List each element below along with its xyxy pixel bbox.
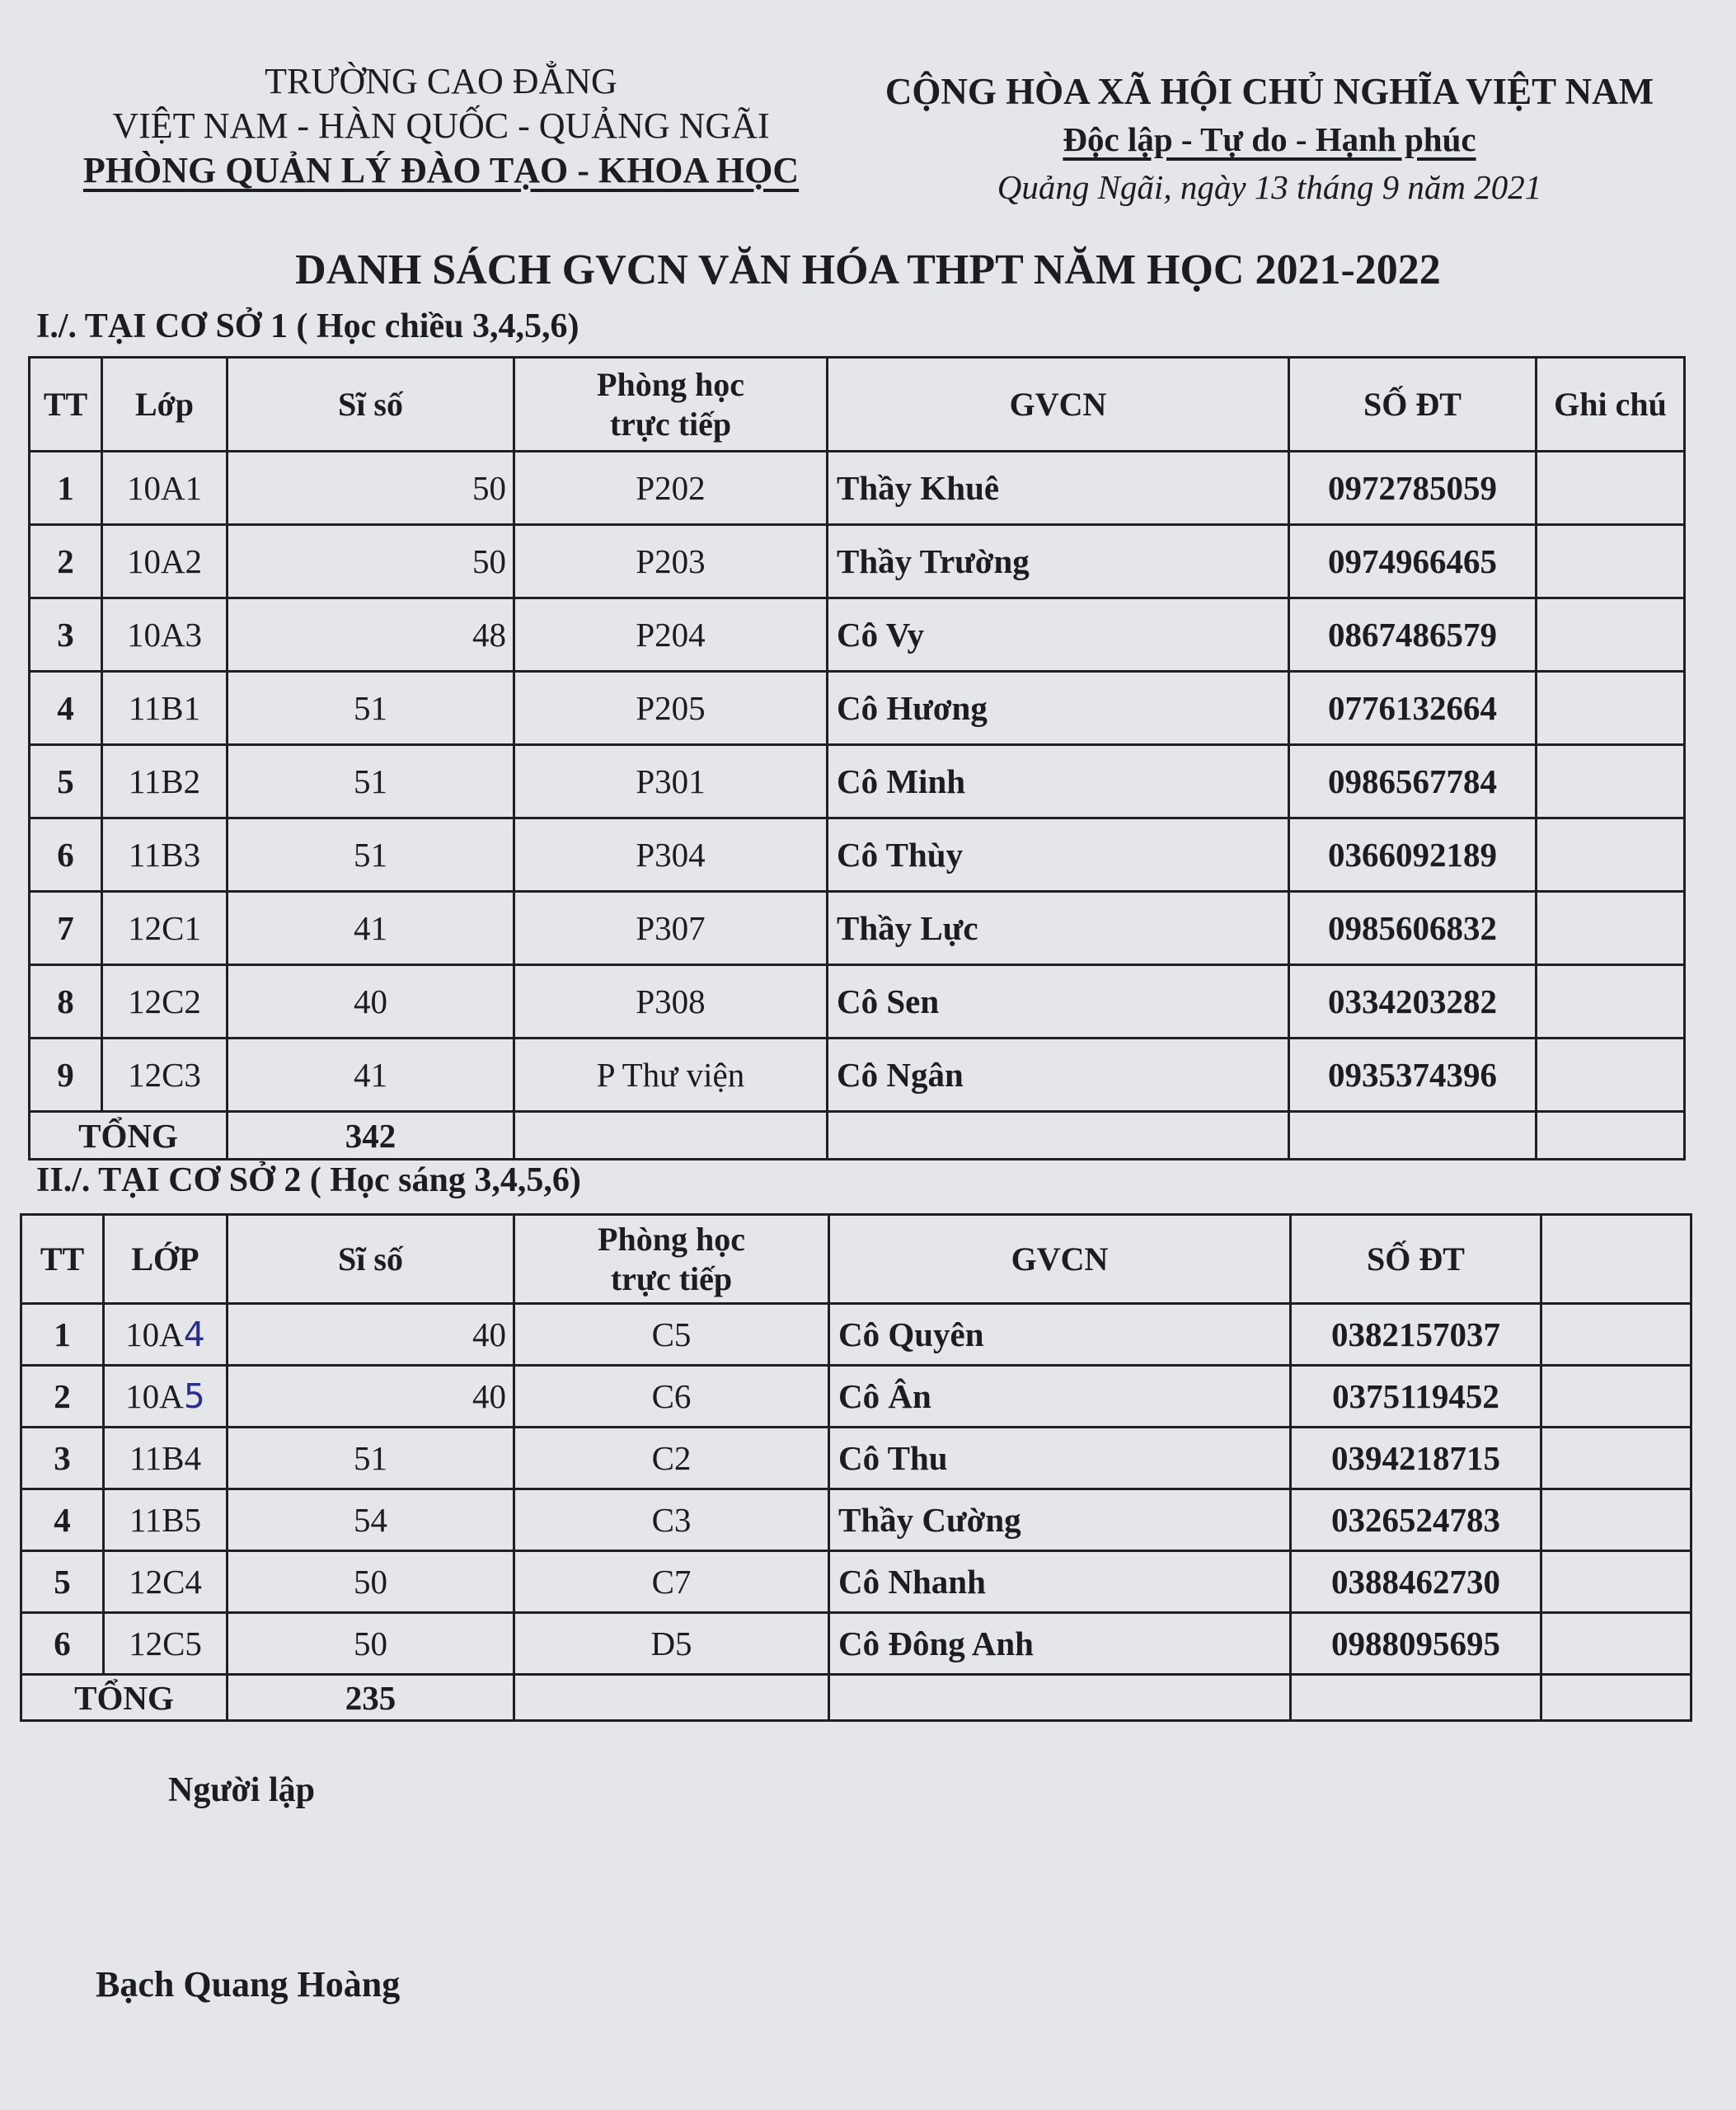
school-name-line2: VIỆT NAM - HÀN QUỐC - QUẢNG NGÃI (112, 106, 770, 146)
cell-tt: 1 (30, 452, 102, 525)
cell-tt: 3 (21, 1428, 104, 1489)
table-row (30, 818, 1685, 892)
col-header-phone: SỐ ĐT (1291, 1215, 1541, 1304)
document-title: DANH SÁCH GVCN VĂN HÓA THPT NĂM HỌC 2021-2022 (295, 246, 1441, 293)
cell-class (104, 1366, 228, 1428)
class-prefix: 10A (125, 1377, 184, 1415)
cell-class: 12C5 (104, 1613, 228, 1675)
cell-class: 11B1 (102, 672, 228, 745)
col-header-size: Sĩ số (228, 358, 514, 452)
cell-phone: 0974966465 (1289, 525, 1537, 598)
cell-room: P307 (514, 892, 828, 965)
cell-teacher: Cô Ngân (828, 1039, 1289, 1112)
cell-teacher: Thầy Trường (828, 525, 1289, 598)
cell-class (104, 1304, 228, 1366)
cell-room: P301 (514, 745, 828, 818)
cell-empty (1537, 1112, 1685, 1160)
total-label: TỔNG (21, 1675, 228, 1721)
cell-class: 10A1 (102, 452, 228, 525)
cell-note (1537, 672, 1685, 745)
col-header-note: Ghi chú (1537, 358, 1685, 452)
cell-tt: 4 (30, 672, 102, 745)
cell-teacher: Cô Vy (828, 598, 1289, 672)
col-header-room (514, 358, 828, 452)
cell-empty (829, 1675, 1291, 1721)
cell-phone: 0375119452 (1291, 1366, 1541, 1428)
cell-note (1541, 1489, 1691, 1551)
school-name-line1: TRƯỜNG CAO ĐẲNG (265, 61, 617, 101)
col-header-size: Sĩ số (228, 1215, 514, 1304)
cell-room: P304 (514, 818, 828, 892)
cell-note (1537, 965, 1685, 1039)
cell-room: C5 (514, 1304, 829, 1366)
col-header-room-line2: trực tiếp (609, 405, 732, 443)
total-value: 342 (228, 1112, 514, 1160)
table-row (21, 1613, 1691, 1675)
table-row (30, 965, 1685, 1039)
col-header-phone: SỐ ĐT (1289, 358, 1537, 452)
cell-empty (1541, 1675, 1691, 1721)
cell-class: 12C1 (102, 892, 228, 965)
cell-tt: 9 (30, 1039, 102, 1112)
national-motto: Độc lập - Tự do - Hạnh phúc (1063, 120, 1476, 158)
cell-teacher: Cô Quyên (829, 1304, 1291, 1366)
cell-empty (828, 1112, 1289, 1160)
cell-phone: 0985606832 (1289, 892, 1537, 965)
cell-teacher: Thầy Khuê (828, 452, 1289, 525)
cell-phone: 0935374396 (1289, 1039, 1537, 1112)
cell-teacher: Cô Đông Anh (829, 1613, 1291, 1675)
cell-teacher: Cô Nhanh (829, 1551, 1291, 1613)
cell-phone: 0388462730 (1291, 1551, 1541, 1613)
cell-room: P205 (514, 672, 828, 745)
table-row (21, 1304, 1691, 1366)
cell-class: 12C3 (102, 1039, 228, 1112)
col-header-room (514, 1215, 829, 1304)
cell-note (1541, 1428, 1691, 1489)
cell-teacher: Cô Hương (828, 672, 1289, 745)
cell-note (1537, 525, 1685, 598)
cell-empty (514, 1112, 828, 1160)
cell-size: 41 (228, 1039, 514, 1112)
cell-phone: 0988095695 (1291, 1613, 1541, 1675)
cell-phone: 0867486579 (1289, 598, 1537, 672)
cell-class: 12C4 (104, 1551, 228, 1613)
cell-tt: 4 (21, 1489, 104, 1551)
cell-size: 50 (228, 525, 514, 598)
cell-size: 51 (228, 818, 514, 892)
cell-size: 50 (228, 452, 514, 525)
cell-size: 40 (228, 965, 514, 1039)
cell-size: 40 (228, 1366, 514, 1428)
cell-tt: 2 (21, 1366, 104, 1428)
col-header-tt: TT (30, 358, 102, 452)
table-row (30, 672, 1685, 745)
cell-tt: 8 (30, 965, 102, 1039)
national-header (857, 68, 1682, 211)
table-row (21, 1428, 1691, 1489)
cell-size: 48 (228, 598, 514, 672)
total-row (21, 1675, 1691, 1721)
cell-note (1537, 745, 1685, 818)
col-header-class: LỚP (104, 1215, 228, 1304)
cell-note (1537, 818, 1685, 892)
cell-room: P202 (514, 452, 828, 525)
table-header-row (21, 1215, 1691, 1304)
table-row (30, 598, 1685, 672)
col-header-room-line1: Phòng học (598, 1220, 745, 1258)
cell-room: P Thư viện (514, 1039, 828, 1112)
cell-room: C7 (514, 1551, 829, 1613)
table-row (30, 452, 1685, 525)
col-header-teacher: GVCN (828, 358, 1289, 452)
table-row (21, 1366, 1691, 1428)
col-header-tt: TT (21, 1215, 104, 1304)
cell-teacher: Cô Ân (829, 1366, 1291, 1428)
cell-tt: 6 (21, 1613, 104, 1675)
cell-room: D5 (514, 1613, 829, 1675)
cell-empty (1289, 1112, 1537, 1160)
cell-room: C3 (514, 1489, 829, 1551)
cell-room: P308 (514, 965, 828, 1039)
department-name: PHÒNG QUẢN LÝ ĐÀO TẠO - KHOA HỌC (82, 150, 800, 190)
table-row (30, 1039, 1685, 1112)
cell-size: 41 (228, 892, 514, 965)
cell-teacher: Cô Thùy (828, 818, 1289, 892)
cell-phone: 0326524783 (1291, 1489, 1541, 1551)
cell-class: 10A2 (102, 525, 228, 598)
section-1-table (28, 356, 1686, 1160)
cell-phone: 0334203282 (1289, 965, 1537, 1039)
cell-size: 40 (228, 1304, 514, 1366)
total-label: TỔNG (30, 1112, 228, 1160)
table-row (30, 892, 1685, 965)
cell-size: 51 (228, 1428, 514, 1489)
cell-teacher: Thầy Lực (828, 892, 1289, 965)
cell-tt: 7 (30, 892, 102, 965)
handwritten-class-number: 4 (183, 1315, 205, 1354)
cell-class: 11B5 (104, 1489, 228, 1551)
cell-class: 11B2 (102, 745, 228, 818)
nation-name: CỘNG HÒA XÃ HỘI CHỦ NGHĨA VIỆT NAM (884, 71, 1654, 112)
cell-room: C6 (514, 1366, 829, 1428)
table-header-row (30, 358, 1685, 452)
cell-note (1541, 1613, 1691, 1675)
cell-phone: 0986567784 (1289, 745, 1537, 818)
cell-class: 11B4 (104, 1428, 228, 1489)
cell-note (1537, 1039, 1685, 1112)
section-2-heading: II./. TẠI CƠ SỞ 2 ( Học sáng 3,4,5,6) (36, 1161, 581, 1199)
cell-tt: 6 (30, 818, 102, 892)
cell-class: 11B3 (102, 818, 228, 892)
cell-tt: 5 (21, 1551, 104, 1613)
cell-tt: 5 (30, 745, 102, 818)
cell-teacher: Cô Minh (828, 745, 1289, 818)
cell-class: 10A3 (102, 598, 228, 672)
total-value: 235 (228, 1675, 514, 1721)
cell-room: P204 (514, 598, 828, 672)
cell-room: P203 (514, 525, 828, 598)
creator-label: Người lập (168, 1771, 315, 1809)
cell-size: 54 (228, 1489, 514, 1551)
section-1-heading: I./. TẠI CƠ SỞ 1 ( Học chiều 3,4,5,6) (36, 307, 579, 345)
col-header-teacher: GVCN (829, 1215, 1291, 1304)
handwritten-class-number: 5 (183, 1376, 205, 1416)
table-row (30, 745, 1685, 818)
cell-size: 51 (228, 745, 514, 818)
issuer-header (49, 59, 833, 193)
col-header-room-line1: Phòng học (597, 365, 744, 403)
cell-note (1541, 1551, 1691, 1613)
total-row (30, 1112, 1685, 1160)
cell-note (1537, 892, 1685, 965)
cell-tt: 3 (30, 598, 102, 672)
creator-name: Bạch Quang Hoàng (96, 1964, 401, 2004)
cell-phone: 0366092189 (1289, 818, 1537, 892)
cell-size: 50 (228, 1613, 514, 1675)
table-row (21, 1551, 1691, 1613)
col-header-note (1541, 1215, 1691, 1304)
cell-tt: 2 (30, 525, 102, 598)
cell-note (1537, 598, 1685, 672)
table-row (21, 1489, 1691, 1551)
cell-phone: 0776132664 (1289, 672, 1537, 745)
cell-size: 50 (228, 1551, 514, 1613)
cell-note (1541, 1366, 1691, 1428)
cell-phone: 0382157037 (1291, 1304, 1541, 1366)
cell-class: 12C2 (102, 965, 228, 1039)
cell-phone: 0394218715 (1291, 1428, 1541, 1489)
cell-size: 51 (228, 672, 514, 745)
cell-teacher: Cô Sen (828, 965, 1289, 1039)
place-date: Quảng Ngãi, ngày 13 tháng 9 năm 2021 (997, 168, 1542, 206)
cell-empty (514, 1675, 829, 1721)
cell-note (1541, 1304, 1691, 1366)
table-row (30, 525, 1685, 598)
cell-tt: 1 (21, 1304, 104, 1366)
cell-room: C2 (514, 1428, 829, 1489)
col-header-class: Lớp (102, 358, 228, 452)
cell-teacher: Cô Thu (829, 1428, 1291, 1489)
cell-empty (1291, 1675, 1541, 1721)
cell-note (1537, 452, 1685, 525)
class-prefix: 10A (125, 1315, 184, 1353)
col-header-room-line2: trực tiếp (610, 1259, 733, 1297)
cell-teacher: Thầy Cường (829, 1489, 1291, 1551)
cell-phone: 0972785059 (1289, 452, 1537, 525)
section-2-table (20, 1213, 1692, 1722)
